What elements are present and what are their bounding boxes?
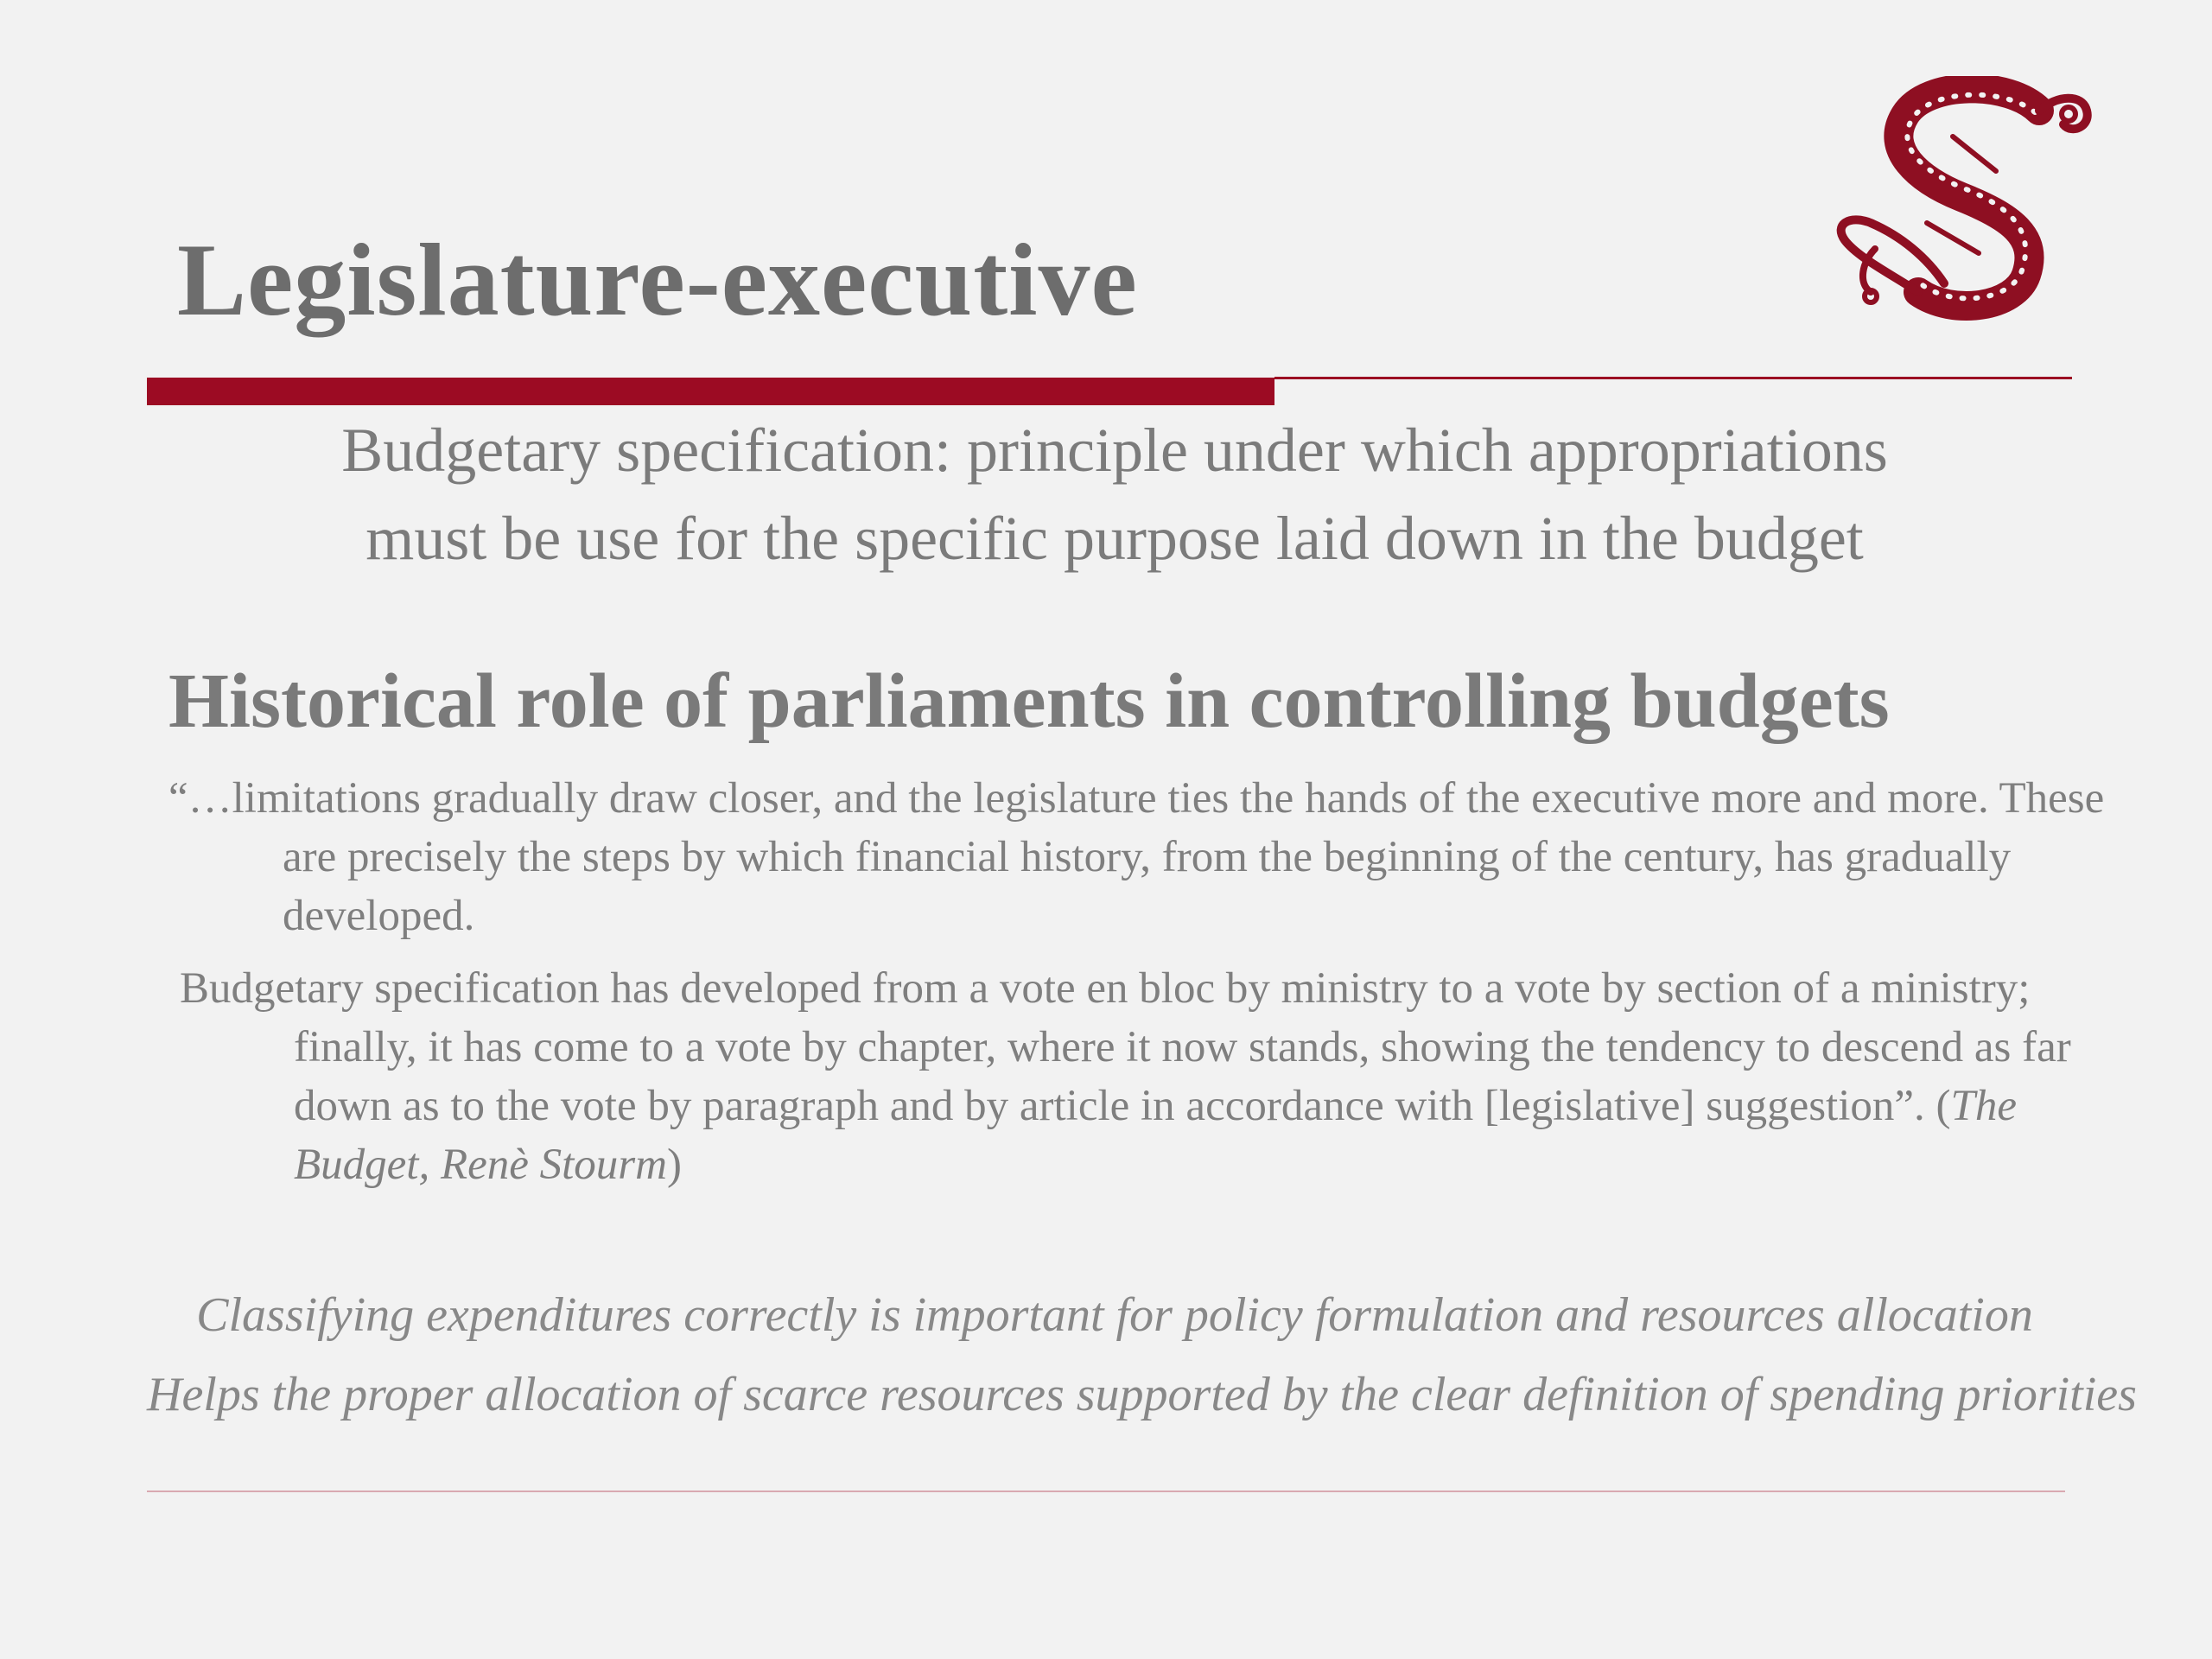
ornamental-s-logo-icon — [1823, 76, 2100, 327]
slide-subtitle — [147, 406, 2082, 582]
quote-citation-close: ) — [666, 1141, 682, 1189]
subtitle-line-1: Budgetary specification: principle under which appropriations — [341, 416, 1888, 485]
title-underline-thick — [147, 378, 1274, 405]
bottom-divider — [147, 1491, 2065, 1492]
quote-paragraph-2-text: Budgetary specification has developed from a vote en bloc by ministry to a vote by section of a ministry; finally, it has come to a vote by chapter, where it now stands, showing the tendency to descend as far down as to the vote by paragraph and by article in accordance with [legislative] suggestion”. ( — [180, 964, 2071, 1130]
quote-paragraph-2 — [180, 959, 2152, 1194]
slide-title: Legislature-executive — [177, 222, 1138, 337]
subtitle-line-2: must be use for the specific purpose laid down in the budget — [365, 504, 1864, 573]
closing-line-1: Classifying expenditures correctly is important for policy formulation and resources allocation — [196, 1288, 2033, 1342]
title-underline-thin — [1274, 377, 2072, 379]
quote-paragraph-1: “…limitations gradually draw closer, and the legislature ties the hands of the executive more and more. These are precisely the steps by which financial history, from the beginning of the century, has gradually developed. — [168, 774, 2105, 940]
section-heading: Historical role of parliaments in controlling budgets — [168, 658, 1890, 744]
quote-citation: The Budget, Renè Stourm — [294, 1082, 2018, 1189]
closing-line-2: Helps the proper allocation of scarce resources supported by the clear definition of spending priorities — [147, 1368, 2137, 1421]
